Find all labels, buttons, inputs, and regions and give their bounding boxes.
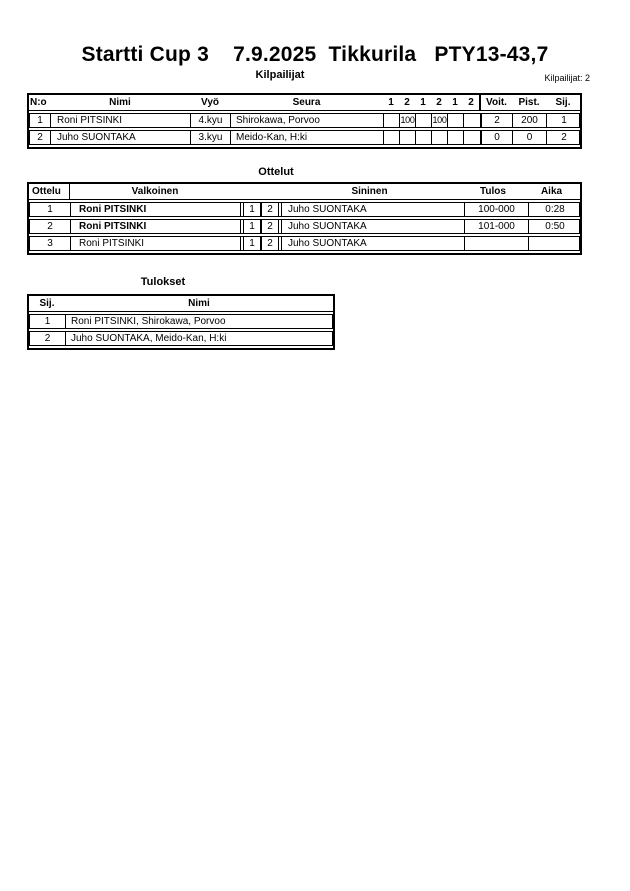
section-title-ottelut: Ottelut	[258, 166, 294, 178]
col-header-match1a: 1	[388, 97, 394, 108]
cell-match-no: 3	[30, 237, 71, 250]
cell-sij: 2	[561, 132, 567, 143]
cell-tulos	[464, 237, 528, 250]
cell-vyo: 4.kyu	[191, 114, 231, 127]
cell-tulos: 100-000	[464, 203, 528, 216]
cell-score	[464, 114, 480, 127]
cell-white-number: 1	[243, 237, 261, 250]
cell-white-player: Roni PITSINKI	[71, 220, 241, 233]
cell-score	[448, 114, 464, 127]
col-header-match3b: 2	[468, 97, 474, 108]
col-header-match1b: 2	[404, 97, 410, 108]
cell-white-number: 1	[243, 203, 261, 216]
cell-voit: 0	[480, 131, 513, 144]
col-header-no: N:o	[30, 97, 47, 108]
cell-blue-player: Juho SUONTAKA	[281, 237, 464, 250]
col-header-sij: Sij.	[555, 97, 571, 108]
cell-score: 100	[432, 115, 447, 125]
col-header-seura: Seura	[292, 97, 321, 108]
table-row	[29, 202, 580, 217]
section-title-kilpailijat: Kilpailijat	[255, 69, 305, 81]
cell-pist: 0	[513, 131, 547, 144]
cell-aika	[528, 237, 581, 250]
col-header-nimi: Nimi	[188, 298, 210, 309]
col-header-voit: Voit.	[479, 95, 512, 110]
cell-sij: 2	[30, 332, 66, 345]
col-header-valkoinen: Valkoinen	[131, 186, 179, 197]
cell-white-number: 1	[243, 220, 261, 233]
cell-seura: Meido-Kan, H:ki	[231, 131, 384, 144]
table-row	[29, 314, 333, 329]
ottelut-table	[27, 182, 582, 255]
section-title-tulokset: Tulokset	[140, 276, 186, 288]
cell-score	[416, 114, 432, 127]
cell-vyo: 3.kyu	[191, 131, 231, 144]
cell-white-player: Roni PITSINKI	[71, 203, 241, 216]
table-row	[29, 113, 580, 128]
page-title: Startti Cup 3 7.9.2025 Tikkurila PTY13-43,7	[81, 43, 549, 66]
cell-blue-player: Juho SUONTAKA	[281, 220, 464, 233]
cell-aika: 0:50	[528, 220, 581, 233]
cell-nimi: Roni PITSINKI	[51, 114, 191, 127]
cell-pist: 200	[513, 114, 547, 127]
col-header-ottelu: Ottelu	[29, 184, 70, 199]
cell-white-player: Roni PITSINKI	[71, 237, 241, 250]
col-header-spacer	[240, 184, 278, 199]
table-row	[29, 219, 580, 234]
cell-no: 2	[30, 131, 51, 144]
cell-voit: 2	[480, 114, 513, 127]
tulokset-header-row	[29, 296, 333, 312]
competitor-count: Kilpailijat: 2	[544, 73, 590, 83]
col-header-sininen: Sininen	[351, 186, 388, 197]
cell-match-no: 1	[30, 203, 71, 216]
cell-nimi: Roni PITSINKI, Shirokawa, Porvoo	[71, 316, 226, 327]
cell-match-no: 2	[30, 220, 71, 233]
cell-sij: 1	[561, 115, 567, 126]
cell-seura: Shirokawa, Porvoo	[231, 114, 384, 127]
cell-score	[384, 131, 400, 144]
col-header-pist: Pist.	[518, 97, 540, 108]
cell-blue-number: 2	[261, 203, 279, 216]
col-header-aika: Aika	[540, 186, 563, 197]
cell-score	[400, 131, 416, 144]
cell-nimi: Juho SUONTAKA, Meido-Kan, H:ki	[71, 333, 227, 344]
cell-blue-number: 2	[261, 220, 279, 233]
cell-blue-player: Juho SUONTAKA	[281, 203, 464, 216]
cell-score: 100	[400, 115, 415, 125]
table-row	[29, 236, 580, 251]
kilpailijat-section-header	[0, 69, 630, 83]
kilpailijat-header-row	[29, 95, 580, 111]
col-header-sij: Sij.	[39, 298, 55, 309]
cell-score	[464, 131, 480, 144]
col-header-tulos: Tulos	[480, 186, 506, 197]
col-header-vyo: Vyö	[201, 97, 219, 108]
cell-nimi: Juho SUONTAKA	[51, 131, 191, 144]
cell-tulos: 101-000	[464, 220, 528, 233]
col-header-match2b: 2	[436, 97, 442, 108]
table-row	[29, 130, 580, 145]
col-header-nimi: Nimi	[109, 97, 131, 108]
cell-score	[384, 114, 400, 127]
ottelut-header-row	[29, 184, 580, 200]
cell-score	[416, 131, 432, 144]
tulokset-table	[27, 294, 335, 350]
kilpailijat-table	[27, 93, 582, 149]
cell-no: 1	[30, 114, 51, 127]
cell-score	[432, 131, 448, 144]
col-header-match3a: 1	[452, 97, 458, 108]
cell-sij: 1	[30, 315, 66, 328]
cell-aika: 0:28	[528, 203, 581, 216]
cell-blue-number: 2	[261, 237, 279, 250]
col-header-match2a: 1	[420, 97, 426, 108]
table-row	[29, 331, 333, 346]
cell-score	[448, 131, 464, 144]
